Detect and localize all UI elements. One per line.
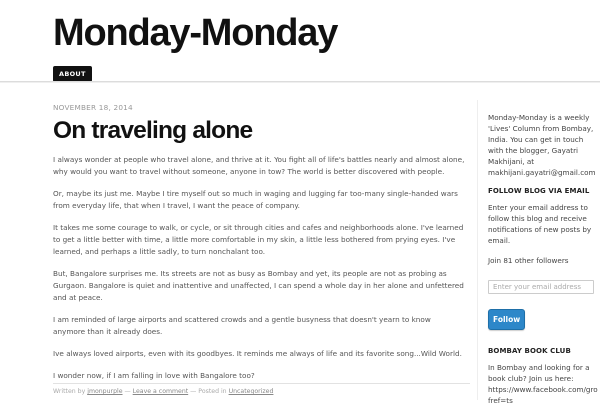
post-paragraph xyxy=(53,154,468,178)
about-line: 'Lives' Column from Bombay, xyxy=(488,124,594,133)
about-line: Monday-Monday is a weekly xyxy=(488,113,590,122)
post-line: why would you want to travel without someone, anyone in tow? The world is better discovered with people. xyxy=(53,167,445,177)
post-line: But, Bangalore surprises me. Its streets are not as busy as Bombay and yet, its people are not as probing as xyxy=(53,268,447,278)
follow-blog-heading: FOLLOW BLOG VIA EMAIL xyxy=(488,187,590,195)
book-club-line: In Bombay and looking for a xyxy=(488,363,590,372)
header-divider-shadow xyxy=(0,82,600,83)
post-paragraph xyxy=(53,268,468,305)
email-input[interactable] xyxy=(488,280,594,294)
follow-desc-line: follow this blog and receive xyxy=(488,214,587,223)
follow-desc-line: Enter your email address to xyxy=(488,203,588,212)
post-line: learned, and perhaps a little sadly, to turn nonchalant too. xyxy=(53,247,266,257)
post-line: I always wonder at people who travel alone, and thrive at it. You fight all of life's battles nearly and almost alone, xyxy=(53,155,465,164)
site-title[interactable]: Monday-Monday xyxy=(53,12,338,54)
post-line: Ive always loved airports, even with its goodbyes. It reminds me always of life and its favorite song...Wild World. xyxy=(53,348,462,358)
follow-description xyxy=(488,202,600,246)
post-line: Gurgaon. Bangalore is quiet and inattentive and unaffected, I can spend a whole day in her alone and unfettered xyxy=(53,281,464,291)
post-line: anymore than it already does. xyxy=(53,327,163,337)
book-club-link[interactable]: https://www.facebook.com/gro xyxy=(488,385,598,394)
about-line: makhijani.gayatri@gmail.com xyxy=(488,168,596,177)
posted-in-label: — Posted in xyxy=(190,388,227,395)
post-line: to get a little better with time, a little more comfortable in my skin, a little less bothered from prying eyes. I've xyxy=(53,235,456,245)
category-link[interactable]: Uncategorized xyxy=(228,388,274,395)
about-line: Makhijani, at xyxy=(488,157,535,166)
post-paragraph xyxy=(53,188,468,212)
sidebar-divider xyxy=(477,100,478,400)
post-body xyxy=(53,154,468,382)
post-paragraph xyxy=(53,222,468,259)
sidebar xyxy=(488,112,600,405)
book-club-link[interactable]: fref=ts xyxy=(488,396,513,405)
post-paragraph xyxy=(53,348,468,360)
follow-desc-line: notifications of new posts by xyxy=(488,225,592,234)
leave-comment-link[interactable]: Leave a comment xyxy=(132,388,189,395)
post-line: I wonder now, if I am falling in love with Bangalore too? xyxy=(53,370,255,380)
follow-button[interactable]: Follow xyxy=(488,309,525,330)
post-paragraph xyxy=(53,370,468,382)
post-title[interactable]: On traveling alone xyxy=(53,117,253,144)
post-paragraph xyxy=(53,314,468,338)
author-link[interactable]: jmonpurple xyxy=(87,388,123,395)
book-club-line: book club? Join us here: xyxy=(488,374,574,383)
post-line: I am reminded of large airports and scattered crowds and a gentle busyness that doesn't yearn to know xyxy=(53,315,431,325)
post-footer-divider xyxy=(53,383,470,384)
sidebar-about-text xyxy=(488,112,600,178)
follow-button-wrap xyxy=(488,307,600,330)
nav-about-button[interactable]: ABOUT xyxy=(53,66,92,82)
main-nav xyxy=(53,61,92,82)
post-line: and at peace. xyxy=(53,293,103,303)
post-line: It takes me some courage to walk, or cycle, or sit through cities and cafes and neighborhoods alone. I've learned xyxy=(53,222,464,232)
about-line: with the blogger, Gayatri xyxy=(488,146,579,155)
meta-separator: — xyxy=(124,388,131,395)
book-club-heading: BOMBAY BOOK CLUB xyxy=(488,347,571,355)
book-club-text xyxy=(488,362,600,406)
about-line: India. You can get in touch xyxy=(488,135,584,144)
post-meta xyxy=(53,388,273,395)
written-by-label: Written by xyxy=(53,388,86,395)
followers-count: Join 81 other followers xyxy=(488,256,569,265)
post-date[interactable]: NOVEMBER 18, 2014 xyxy=(53,103,133,112)
post-line: Or, maybe its just me. Maybe I tire myself out so much in waging and lugging far too-many single-handed wars xyxy=(53,188,458,198)
follow-desc-line: email. xyxy=(488,236,511,245)
email-input-wrap xyxy=(488,274,600,294)
main-content xyxy=(53,103,468,391)
post-line: from everyday life, that when I travel, I want the peace of company. xyxy=(53,201,300,211)
